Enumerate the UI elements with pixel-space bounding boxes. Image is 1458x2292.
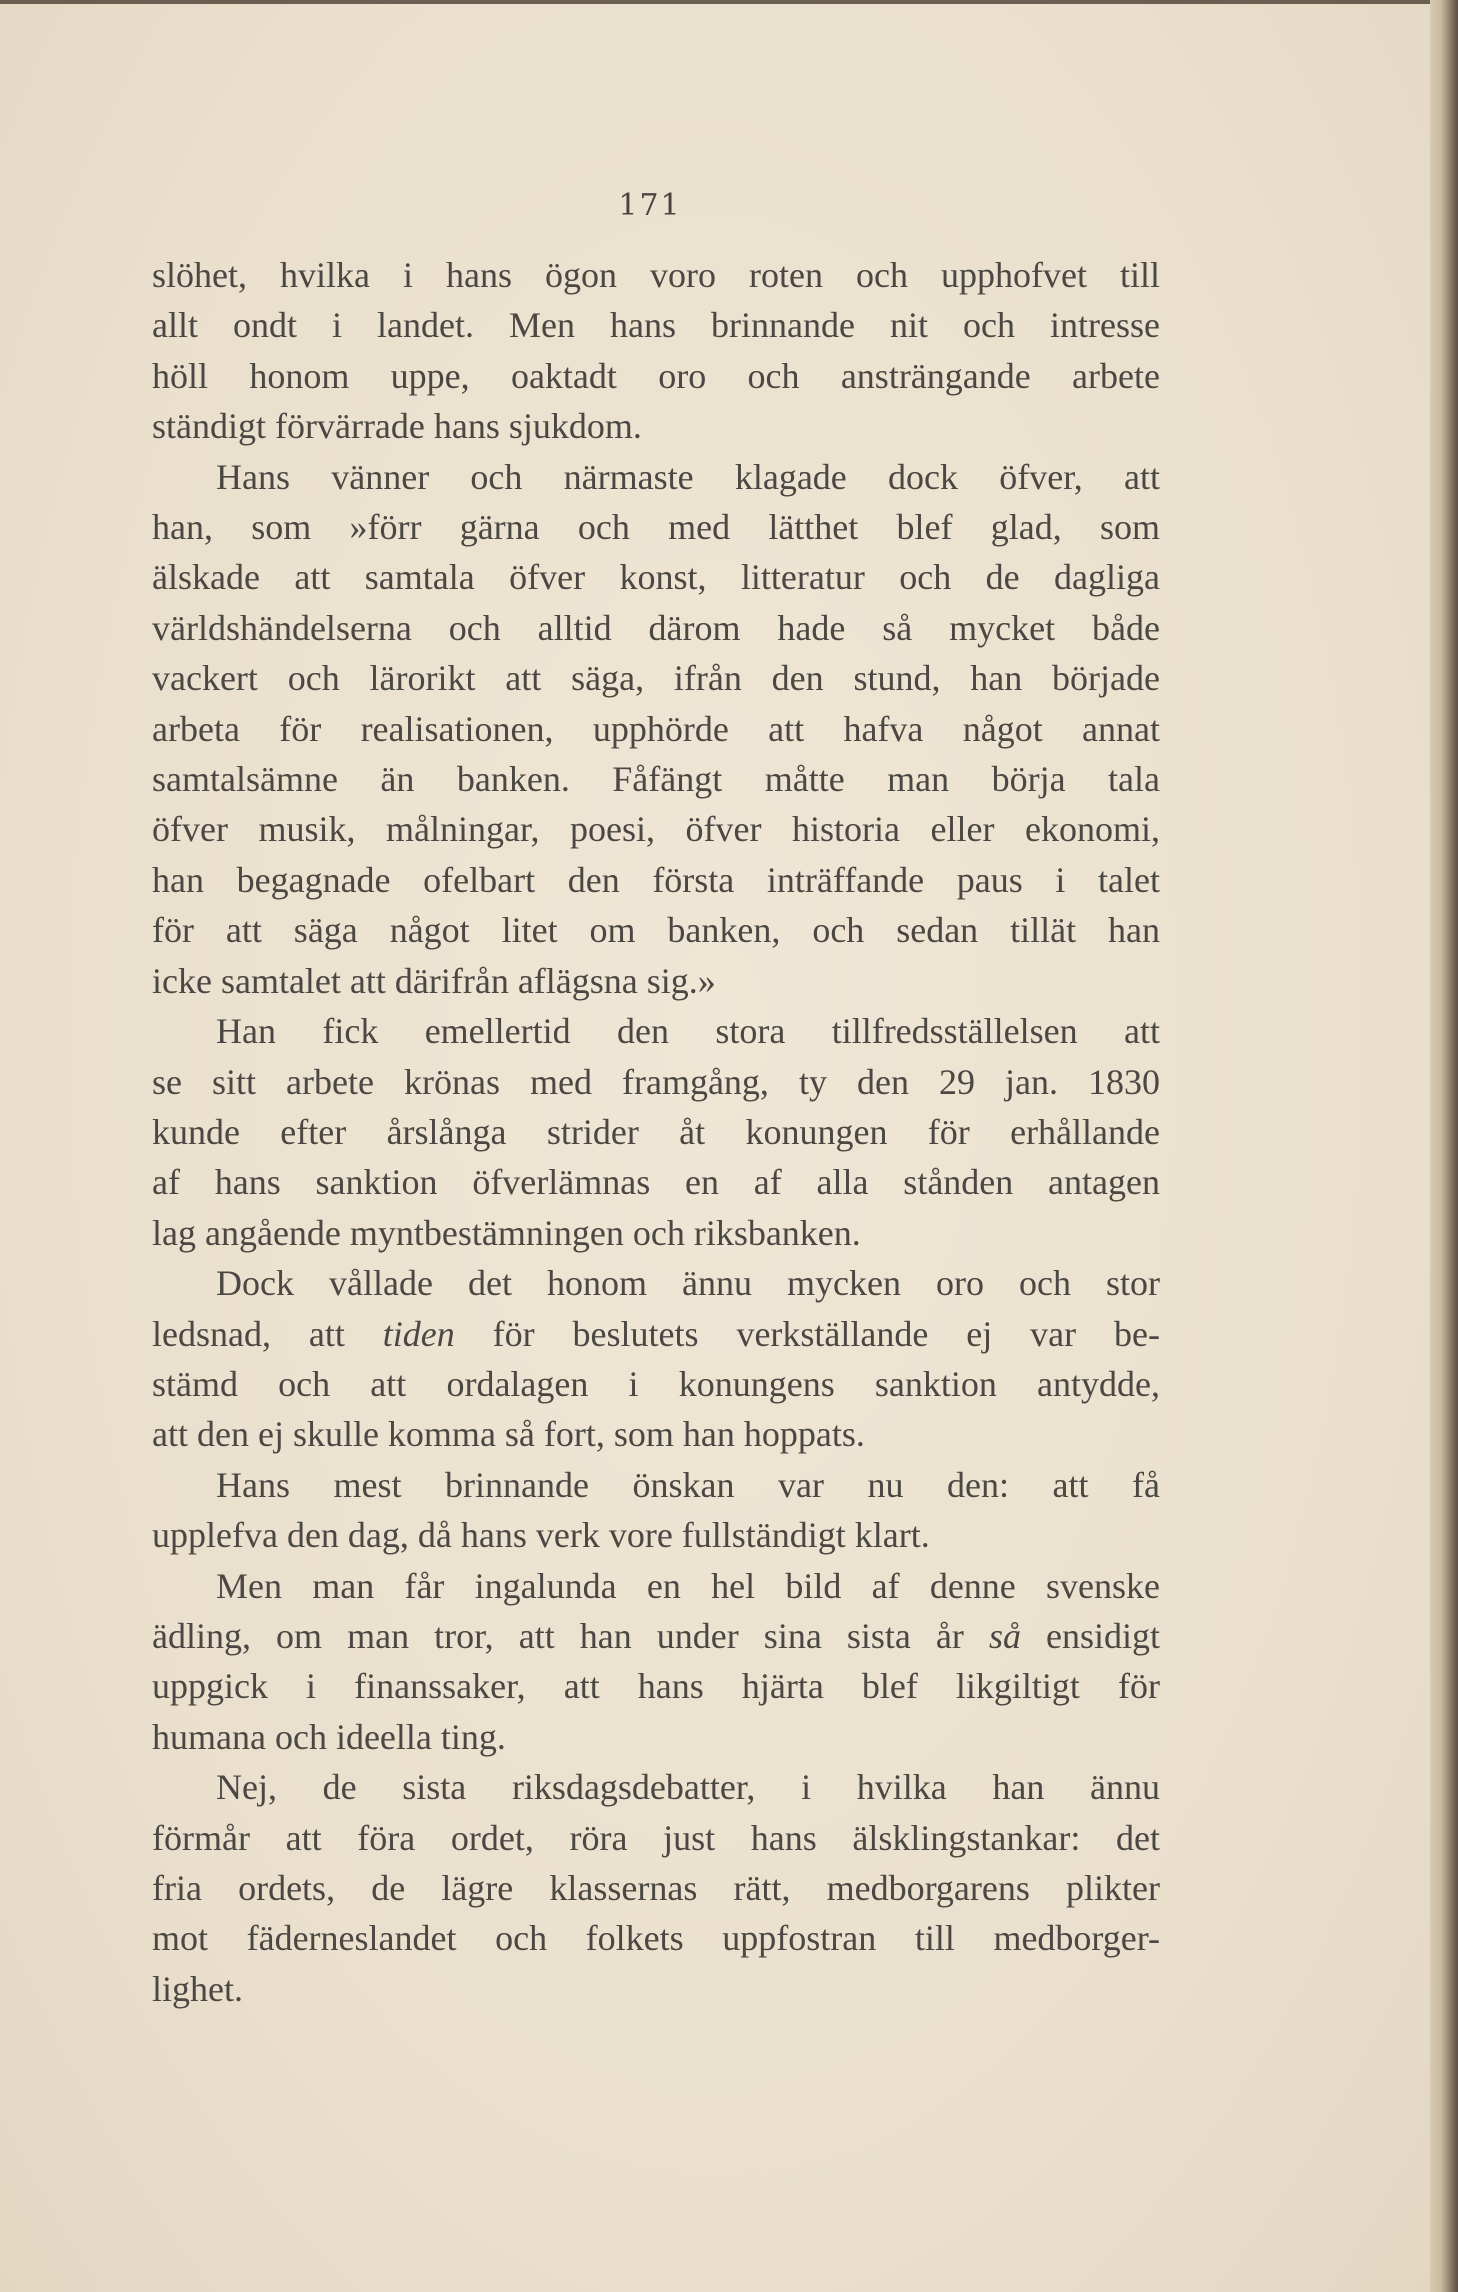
text-line: af hans sanktion öfverlämnas en af alla stånden antagen <box>152 1162 1160 1203</box>
text-line <box>152 1309 1160 1359</box>
text-line: slöhet, hvilka i hans ögon voro roten och upphofvet till <box>152 255 1160 295</box>
text-line: arbeta för realisationen, upphörde att hafva något annat <box>152 708 1160 749</box>
text-line: världshändelserna och alltid därom hade så mycket både <box>152 607 1160 648</box>
text-line: Nej, de sista riksdagsdebatter, i hvilka han ännu <box>216 1767 1160 1808</box>
top-edge-rule <box>0 0 1430 4</box>
text-segment: ensidigt <box>1020 1615 1161 1656</box>
text-line: samtalsämne än banken. Fåfängt måtte man börja tala <box>152 759 1160 800</box>
text-line: humana och ideella ting. <box>152 1716 506 1757</box>
text-line: Hans mest brinnande önskan var nu den: att få <box>216 1464 1160 1505</box>
text-line: älskade att samtala öfver konst, litteratur och de dagliga <box>152 557 1160 598</box>
body-text <box>152 250 1160 2014</box>
text-line: han begagnade ofelbart den första inträffande paus i talet <box>152 859 1160 900</box>
text-segment: ädling, om man tror, att han under sina sista år <box>152 1615 989 1656</box>
text-line: fria ordets, de lägre klassernas rätt, medborgarens plikter <box>152 1868 1160 1908</box>
text-line: Hans vänner och närmaste klagade dock öfver, att <box>216 456 1160 497</box>
text-line: öfver musik, målningar, poesi, öfver historia eller ekonomi, <box>152 809 1160 850</box>
text-line: han, som »förr gärna och med lätthet blef glad, som <box>152 507 1160 548</box>
text-line: allt ondt i landet. Men hans brinnande nit och intresse <box>152 305 1160 346</box>
text-line <box>152 1611 1160 1661</box>
text-line: icke samtalet att därifrån aflägsna sig.» <box>152 960 716 1001</box>
text-line: Dock vållade det honom ännu mycken oro och stor <box>216 1263 1160 1304</box>
italic-emphasis: så <box>988 1615 1021 1656</box>
text-line: lag angående myntbestämningen och riksbanken. <box>152 1212 861 1253</box>
text-line: uppgick i finanssaker, att hans hjärta blef likgiltigt för <box>152 1666 1160 1707</box>
text-segment: ledsnad, att <box>152 1313 383 1354</box>
text-line: höll honom uppe, oaktadt oro och ansträngande arbete <box>152 355 1160 396</box>
text-line: stämd och att ordalagen i konungens sanktion antydde, <box>152 1363 1160 1404</box>
italic-emphasis: tiden <box>382 1313 455 1354</box>
text-line: förmår att föra ordet, röra just hans älsklingstankar: det <box>152 1817 1160 1858</box>
text-line: Han fick emellertid den stora tillfredsställelsen att <box>216 1011 1160 1052</box>
text-line: se sitt arbete krönas med framgång, ty den 29 jan. 1830 <box>152 1061 1160 1102</box>
text-line: kunde efter årslånga strider åt konungen för erhållande <box>152 1111 1160 1152</box>
text-line: för att säga något litet om banken, och sedan tillät han <box>152 910 1160 951</box>
text-line: vackert och lärorikt att säga, ifrån den stund, han började <box>152 658 1160 699</box>
text-line: mot fäderneslandet och folkets uppfostran till medborger- <box>152 1918 1160 1959</box>
text-line: lighet. <box>152 1968 243 2009</box>
page-number: 171 <box>618 188 682 223</box>
text-segment: för beslutets verkställande ej var be- <box>454 1313 1161 1354</box>
text-line: att den ej skulle komma så fort, som han hoppats. <box>152 1414 865 1455</box>
text-line: upplefva den dag, då hans verk vore fullständigt klart. <box>152 1515 930 1556</box>
text-line: Men man får ingalunda en hel bild af denne svenske <box>216 1565 1160 1606</box>
text-line: ständigt förvärrade hans sjukdom. <box>152 406 642 447</box>
page-edge-shadow <box>1430 0 1458 2292</box>
